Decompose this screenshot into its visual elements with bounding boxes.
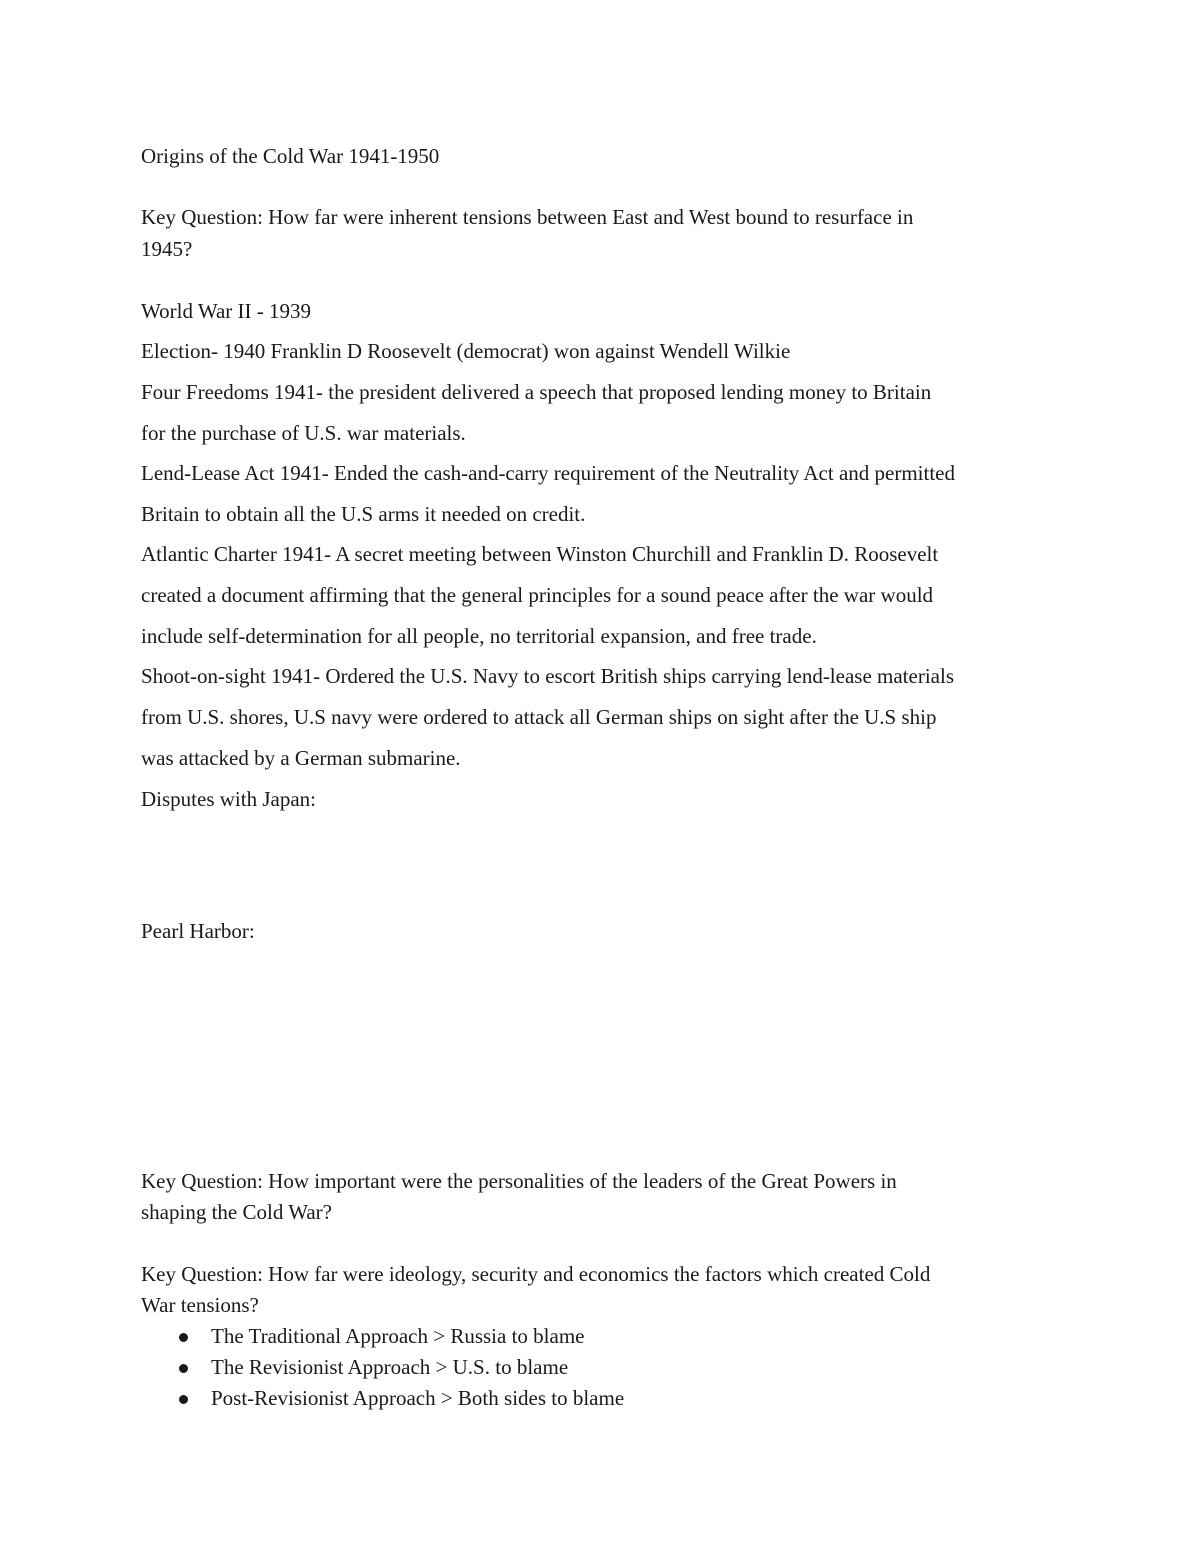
- timeline-lend-lease-line-1: Lend-Lease Act 1941- Ended the cash-and-carry requirement of the Neutrality Act and permitted: [141, 461, 956, 485]
- timeline-lend-lease-line-2: Britain to obtain all the U.S arms it needed on credit.: [141, 502, 586, 526]
- bullet-icon: [179, 1333, 188, 1342]
- key-question-1-line-2: 1945?: [141, 237, 193, 261]
- timeline-four-freedoms-line-2: for the purchase of U.S. war materials.: [141, 421, 466, 445]
- timeline-election: Election- 1940 Franklin D Roosevelt (democrat) won against Wendell Wilkie: [141, 339, 791, 363]
- timeline-shoot-on-sight-line-1: Shoot-on-sight 1941- Ordered the U.S. Navy to escort British ships carrying lend-lease materials: [141, 664, 954, 688]
- key-question-3-line-2: War tensions?: [141, 1293, 259, 1317]
- approach-post-revisionist: Post-Revisionist Approach > Both sides to blame: [211, 1386, 625, 1410]
- key-question-2-line-1: Key Question: How important were the personalities of the leaders of the Great Powers in: [141, 1169, 897, 1193]
- timeline-atlantic-charter-line-1: Atlantic Charter 1941- A secret meeting between Winston Churchill and Franklin D. Roosevelt: [141, 542, 939, 566]
- timeline-shoot-on-sight-line-3: was attacked by a German submarine.: [141, 746, 461, 770]
- approach-revisionist: The Revisionist Approach > U.S. to blame: [211, 1355, 569, 1379]
- approach-traditional: The Traditional Approach > Russia to blame: [211, 1324, 585, 1348]
- bullet-icon: [179, 1395, 188, 1404]
- bullet-icon: [179, 1364, 188, 1373]
- key-question-3-line-1: Key Question: How far were ideology, security and economics the factors which created Cold: [141, 1262, 931, 1286]
- timeline-disputes-japan: Disputes with Japan:: [141, 787, 316, 811]
- timeline-ww2: World War II - 1939: [141, 299, 312, 323]
- key-question-1-line-1: Key Question: How far were inherent tensions between East and West bound to resurface in: [141, 205, 914, 229]
- timeline-four-freedoms-line-1: Four Freedoms 1941- the president delivered a speech that proposed lending money to Britain: [141, 380, 932, 404]
- timeline-pearl-harbor: Pearl Harbor:: [141, 919, 255, 943]
- timeline-shoot-on-sight-line-2: from U.S. shores, U.S navy were ordered to attack all German ships on sight after the U.S ship: [141, 705, 937, 729]
- key-question-2-line-2: shaping the Cold War?: [141, 1200, 332, 1224]
- timeline-atlantic-charter-line-2: created a document affirming that the general principles for a sound peace after the war would: [141, 583, 934, 607]
- document-title: Origins of the Cold War 1941-1950: [141, 144, 440, 168]
- timeline-atlantic-charter-line-3: include self-determination for all people, no territorial expansion, and free trade.: [141, 624, 817, 648]
